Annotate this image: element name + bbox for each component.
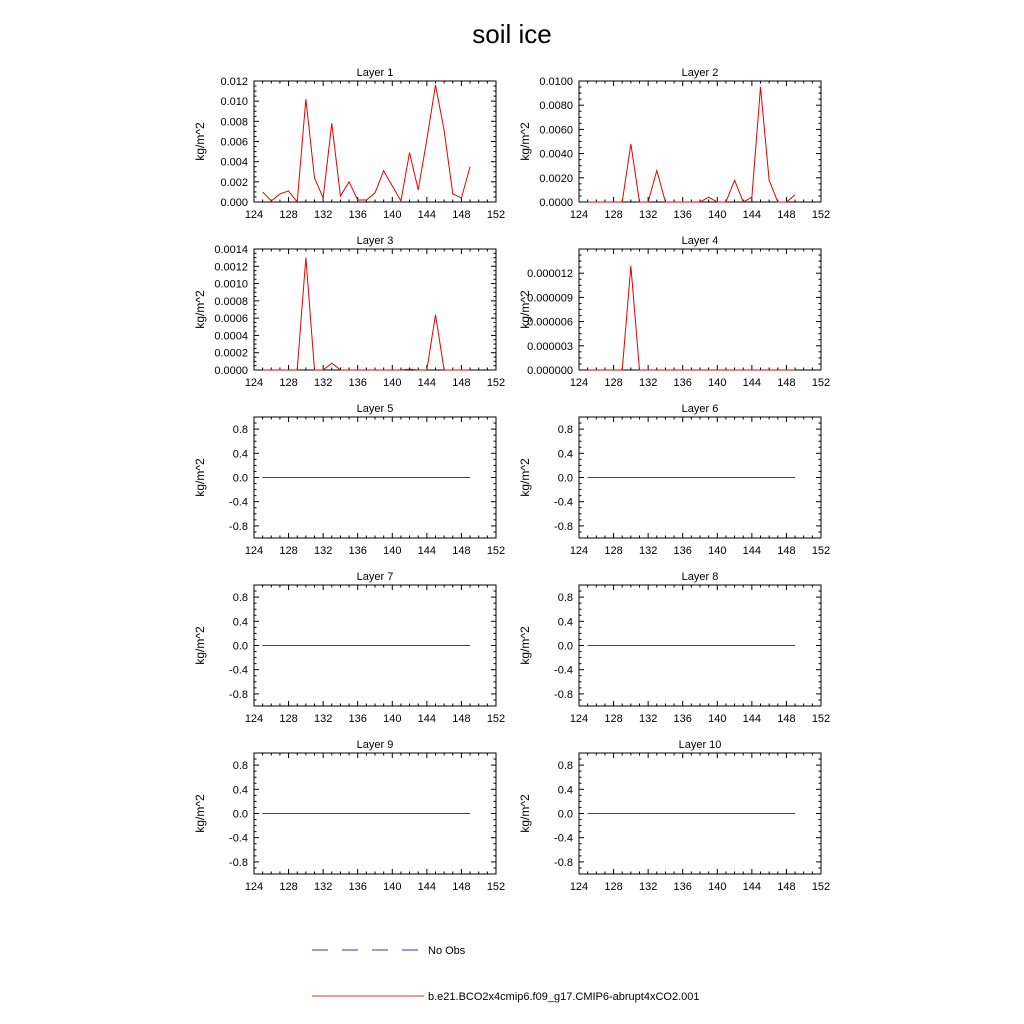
- x-tick-label: 152: [486, 713, 506, 725]
- y-tick-label: -0.4: [554, 664, 573, 677]
- series-line: [263, 258, 470, 370]
- y-tick-label: 0.006: [220, 136, 248, 149]
- plot-frame: [579, 249, 821, 370]
- y-tick-label: -0.8: [554, 688, 573, 701]
- x-tick-label: 136: [673, 209, 692, 221]
- panel-grid: [193, 67, 830, 893]
- y-tick-label: 0.000012: [527, 268, 573, 281]
- y-tick-label: -0.8: [554, 856, 573, 869]
- y-tick-label: 0.4: [232, 784, 248, 797]
- x-tick-label: 140: [383, 209, 402, 221]
- panel-title: Layer 6: [681, 403, 719, 415]
- y-tick-label: 0.0000: [539, 197, 573, 209]
- x-tick-label: 152: [486, 209, 506, 221]
- x-tick-label: 140: [708, 545, 727, 557]
- x-tick-label: 124: [569, 377, 589, 389]
- x-tick-label: 124: [244, 545, 264, 557]
- x-tick-label: 140: [383, 377, 402, 389]
- x-tick-label: 124: [569, 209, 589, 221]
- panel-layer-5: [193, 403, 505, 557]
- x-tick-label: 124: [244, 881, 264, 893]
- y-axis-label: kg/m^2: [518, 458, 532, 497]
- panel-title: Layer 8: [681, 571, 719, 583]
- x-tick-label: 132: [638, 545, 658, 557]
- y-axis-label: kg/m^2: [193, 458, 207, 497]
- y-axis-label: kg/m^2: [193, 290, 207, 329]
- series-line: [588, 87, 795, 202]
- x-tick-label: 128: [604, 713, 623, 725]
- y-tick-label: 0.0060: [539, 124, 573, 137]
- x-tick-label: 152: [811, 209, 831, 221]
- y-tick-label: -0.4: [229, 664, 248, 677]
- x-tick-label: 140: [383, 713, 402, 725]
- plot-frame: [254, 81, 496, 202]
- y-tick-label: 0.0012: [214, 261, 248, 274]
- panel-title: Layer 4: [681, 235, 719, 247]
- y-tick-label: 0.4: [557, 448, 573, 461]
- x-tick-label: 144: [742, 377, 762, 389]
- x-tick-label: 124: [244, 377, 264, 389]
- y-tick-label: -0.4: [229, 496, 248, 509]
- x-tick-label: 128: [279, 713, 298, 725]
- x-tick-label: 140: [708, 881, 727, 893]
- x-tick-label: 144: [417, 545, 437, 557]
- x-tick-label: 144: [742, 881, 762, 893]
- y-tick-label: 0.0000: [214, 365, 248, 377]
- x-tick-label: 132: [313, 881, 333, 893]
- y-tick-label: 0.0008: [214, 295, 248, 308]
- x-tick-label: 136: [673, 713, 692, 725]
- y-tick-label: 0.4: [557, 784, 573, 797]
- x-tick-label: 132: [313, 377, 333, 389]
- x-tick-label: 148: [777, 209, 796, 221]
- x-tick-label: 144: [417, 377, 437, 389]
- x-tick-label: 144: [742, 713, 762, 725]
- panel-title: Layer 3: [356, 235, 394, 247]
- legend: [312, 945, 700, 1003]
- y-tick-label: 0.0014: [214, 244, 248, 256]
- panel-layer-8: [518, 571, 830, 725]
- y-tick-label: 0.0080: [539, 100, 573, 113]
- x-tick-label: 148: [452, 713, 471, 725]
- panel-title: Layer 10: [678, 739, 722, 751]
- series-line: [588, 266, 795, 370]
- x-tick-label: 148: [777, 377, 796, 389]
- y-tick-label: 0.0: [557, 640, 573, 653]
- panel-layer-4: [518, 235, 830, 389]
- legend-label-no-obs: No Obs: [428, 945, 466, 957]
- y-tick-label: 0.0: [232, 472, 248, 485]
- x-tick-label: 136: [348, 377, 367, 389]
- y-tick-label: 0.4: [232, 448, 248, 461]
- x-tick-label: 140: [708, 377, 727, 389]
- x-tick-label: 148: [452, 209, 471, 221]
- y-tick-label: 0.8: [232, 424, 248, 437]
- panel-layer-7: [193, 571, 505, 725]
- y-tick-label: -0.8: [229, 520, 248, 533]
- x-tick-label: 144: [417, 713, 437, 725]
- y-tick-label: 0.000000: [527, 365, 573, 377]
- y-tick-label: 0.008: [220, 116, 248, 129]
- y-tick-label: -0.4: [554, 832, 573, 845]
- y-tick-label: 0.8: [557, 424, 573, 437]
- x-tick-label: 148: [452, 881, 471, 893]
- x-tick-label: 152: [811, 377, 831, 389]
- panel-title: Layer 2: [681, 67, 719, 79]
- x-tick-label: 136: [673, 881, 692, 893]
- x-tick-label: 144: [417, 881, 437, 893]
- x-tick-label: 140: [383, 545, 402, 557]
- panel-layer-3: [193, 235, 505, 389]
- x-tick-label: 152: [811, 545, 831, 557]
- x-tick-label: 124: [244, 209, 264, 221]
- x-tick-label: 136: [348, 881, 367, 893]
- y-tick-label: 0.0002: [214, 347, 248, 360]
- x-tick-label: 148: [452, 545, 471, 557]
- y-axis-label: kg/m^2: [193, 626, 207, 665]
- x-tick-label: 152: [486, 377, 506, 389]
- y-axis-label: kg/m^2: [193, 794, 207, 833]
- x-tick-label: 144: [417, 209, 437, 221]
- x-tick-label: 128: [279, 545, 298, 557]
- x-tick-label: 132: [638, 713, 658, 725]
- y-tick-label: 0.0: [557, 472, 573, 485]
- y-tick-label: 0.4: [557, 616, 573, 629]
- x-tick-label: 152: [486, 881, 506, 893]
- panel-layer-10: [518, 739, 830, 893]
- y-tick-label: 0.8: [557, 760, 573, 773]
- y-axis-label: kg/m^2: [193, 122, 207, 161]
- y-tick-label: 0.8: [232, 760, 248, 773]
- y-tick-label: 0.0100: [539, 76, 573, 88]
- x-tick-label: 128: [279, 209, 298, 221]
- series-line: [263, 85, 470, 202]
- panel-layer-1: [193, 67, 505, 221]
- y-tick-label: -0.4: [554, 496, 573, 509]
- x-tick-label: 124: [244, 713, 264, 725]
- panel-title: Layer 7: [356, 571, 394, 583]
- x-tick-label: 124: [569, 881, 589, 893]
- y-tick-label: 0.4: [232, 616, 248, 629]
- x-tick-label: 132: [638, 209, 658, 221]
- y-tick-label: 0.0: [557, 808, 573, 821]
- x-tick-label: 148: [777, 545, 796, 557]
- x-tick-label: 136: [348, 545, 367, 557]
- x-tick-label: 140: [708, 209, 727, 221]
- x-tick-label: 140: [708, 713, 727, 725]
- y-axis-label: kg/m^2: [518, 794, 532, 833]
- x-tick-label: 128: [279, 881, 298, 893]
- x-tick-label: 128: [604, 377, 623, 389]
- y-tick-label: 0.010: [220, 96, 248, 109]
- figure-title: soil ice: [472, 19, 552, 49]
- x-tick-label: 152: [811, 881, 831, 893]
- y-tick-label: -0.8: [554, 520, 573, 533]
- y-tick-label: 0.8: [557, 592, 573, 605]
- y-axis-label: kg/m^2: [518, 122, 532, 161]
- plot-frame: [579, 81, 821, 202]
- x-tick-label: 124: [569, 545, 589, 557]
- panel-title: Layer 1: [356, 67, 394, 79]
- y-tick-label: 0.000: [220, 197, 248, 209]
- plot-frame: [254, 249, 496, 370]
- panel-layer-9: [193, 739, 505, 893]
- y-tick-label: 0.004: [220, 156, 248, 169]
- x-tick-label: 132: [313, 209, 333, 221]
- panel-layer-6: [518, 403, 830, 557]
- x-tick-label: 140: [383, 881, 402, 893]
- y-tick-label: 0.002: [220, 176, 248, 189]
- x-tick-label: 144: [742, 545, 762, 557]
- y-tick-label: 0.0004: [214, 330, 248, 343]
- panel-title: Layer 9: [356, 739, 394, 751]
- y-axis-label: kg/m^2: [518, 290, 532, 329]
- x-tick-label: 132: [313, 713, 333, 725]
- x-tick-label: 136: [348, 209, 367, 221]
- panel-title: Layer 5: [356, 403, 394, 415]
- x-tick-label: 128: [604, 881, 623, 893]
- x-tick-label: 132: [313, 545, 333, 557]
- y-tick-label: -0.4: [229, 832, 248, 845]
- y-tick-label: 0.000006: [527, 316, 573, 329]
- x-tick-label: 132: [638, 377, 658, 389]
- x-tick-label: 136: [673, 545, 692, 557]
- y-tick-label: 0.012: [220, 76, 248, 88]
- x-tick-label: 128: [604, 545, 623, 557]
- y-tick-label: 0.000003: [527, 340, 573, 353]
- panel-layer-2: [518, 67, 830, 221]
- y-tick-label: 0.0: [232, 640, 248, 653]
- y-tick-label: -0.8: [229, 688, 248, 701]
- x-tick-label: 152: [486, 545, 506, 557]
- x-tick-label: 128: [279, 377, 298, 389]
- x-tick-label: 132: [638, 881, 658, 893]
- x-tick-label: 144: [742, 209, 762, 221]
- x-tick-label: 124: [569, 713, 589, 725]
- x-tick-label: 148: [452, 377, 471, 389]
- x-tick-label: 148: [777, 881, 796, 893]
- y-tick-label: 0.000009: [527, 292, 573, 305]
- x-tick-label: 152: [811, 713, 831, 725]
- x-tick-label: 128: [604, 209, 623, 221]
- y-tick-label: 0.0020: [539, 172, 573, 185]
- y-axis-label: kg/m^2: [518, 626, 532, 665]
- y-tick-label: 0.0010: [214, 278, 248, 291]
- y-tick-label: 0.0006: [214, 313, 248, 326]
- y-tick-label: 0.0: [232, 808, 248, 821]
- x-tick-label: 148: [777, 713, 796, 725]
- y-tick-label: -0.8: [229, 856, 248, 869]
- x-tick-label: 136: [673, 377, 692, 389]
- x-tick-label: 136: [348, 713, 367, 725]
- y-tick-label: 0.0040: [539, 148, 573, 161]
- y-tick-label: 0.8: [232, 592, 248, 605]
- legend-label-model-run: b.e21.BCO2x4cmip6.f09_g17.CMIP6-abrupt4xCO2.001: [428, 991, 700, 1003]
